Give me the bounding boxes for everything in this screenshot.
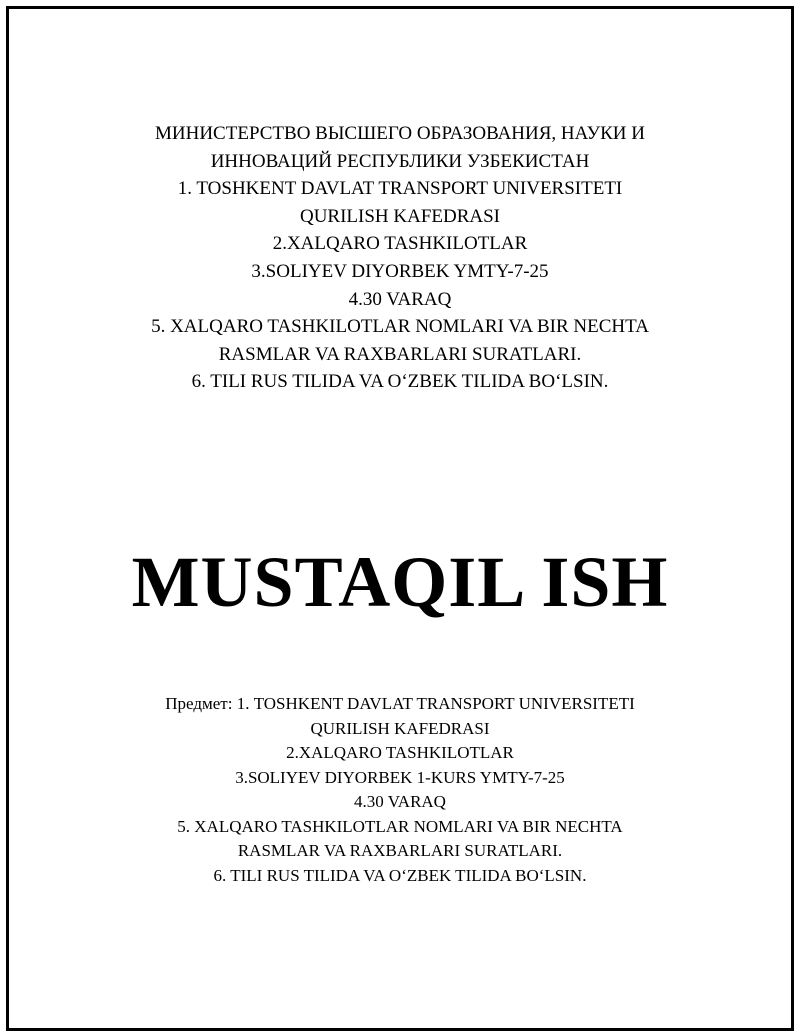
page-title: MUSTAQIL ISH	[131, 542, 669, 622]
subject-block	[0, 692, 800, 888]
subject-line: RASMLAR VA RAXBARLARI SURATLARI.	[237, 841, 563, 860]
header-line: QURILISH KAFEDRASI	[299, 205, 501, 227]
header-line: RASMLAR VA RAXBARLARI SURATLARI.	[218, 343, 582, 365]
subject-line: 3.SOLIYEV DIYORBEK 1-KURS YMTY-7-25	[235, 767, 565, 787]
header-line: ИННОВАЦИЙ РЕСПУБЛИКИ УЗБЕКИСТАН	[210, 150, 590, 172]
header-line: 2.XALQARO TASHKILOTLAR	[272, 233, 528, 255]
header-line: МИНИСТЕРСТВО ВЫСШЕГО ОБРАЗОВАНИЯ, НАУКИ И	[155, 123, 645, 144]
header-line: 6. TILI RUS TILIDA VA O‘ZBEK TILIDA BO‘LSIN.	[191, 371, 609, 393]
subject-line: 5. XALQARO TASHKILOTLAR NOMLARI VA BIR NECHTA	[177, 816, 623, 836]
subject-line: Предмет: 1. TOSHKENT DAVLAT TRANSPORT UNIVERSITETI	[165, 694, 635, 713]
subject-line: QURILISH KAFEDRASI	[310, 718, 490, 738]
header-line: 3.SOLIYEV DIYORBEK YMTY-7-25	[251, 260, 549, 282]
header-line: 1. TOSHKENT DAVLAT TRANSPORT UNIVERSITETI	[177, 178, 623, 200]
subject-line: 6. TILI RUS TILIDA VA O‘ZBEK TILIDA BO‘LSIN.	[213, 865, 587, 885]
header-line: 4.30 VARAQ	[348, 288, 452, 310]
subject-line: 2.XALQARO TASHKILOTLAR	[286, 743, 514, 762]
ministry-header	[0, 120, 800, 396]
subject-line: 4.30 VARAQ	[354, 792, 446, 811]
header-line: 5. XALQARO TASHKILOTLAR NOMLARI VA BIR NECHTA	[151, 316, 649, 338]
